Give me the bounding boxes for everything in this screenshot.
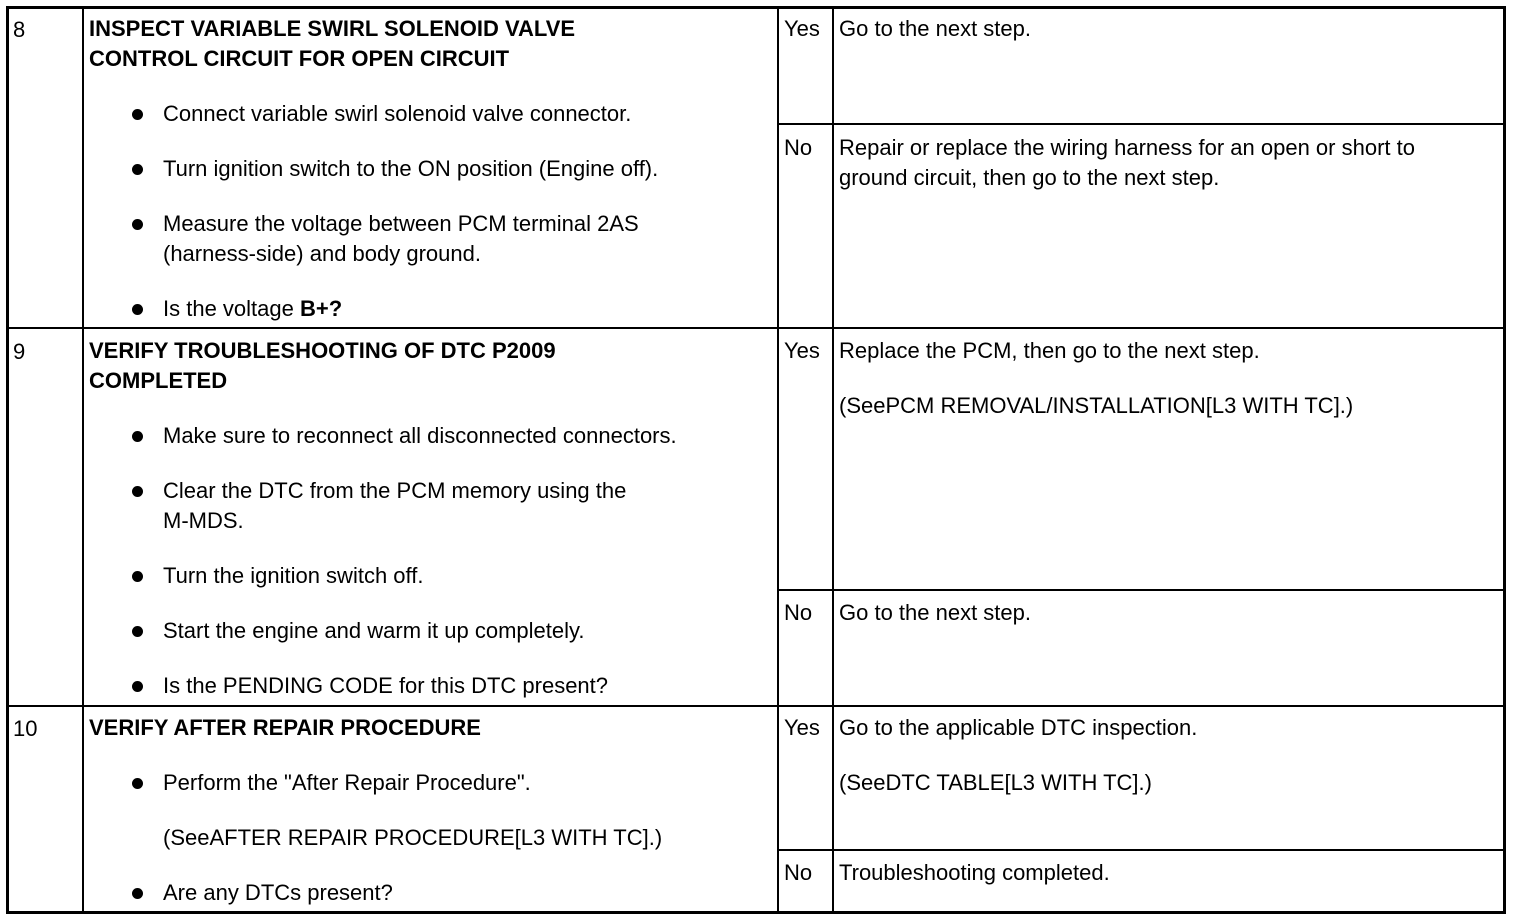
answer-divider (777, 849, 1506, 851)
step-title: INSPECT VARIABLE SWIRL SOLENOID VALVE CONTROL CIRCUIT FOR OPEN CIRCUIT (89, 16, 576, 71)
procedure-item: Connect variable swirl solenoid valve connector. (163, 99, 763, 129)
bullet-icon (132, 219, 143, 230)
yes-label: Yes (784, 715, 820, 740)
no-result: Go to the next step. (839, 600, 1032, 625)
step-title: VERIFY TROUBLESHOOTING OF DTC P2009 COMPLETED (89, 338, 556, 393)
step-title: VERIFY AFTER REPAIR PROCEDURE (89, 715, 481, 740)
procedure-item: Perform the "After Repair Procedure". (163, 768, 763, 798)
bullet-icon (132, 304, 143, 315)
procedure-item: Is the voltage B+? (163, 294, 763, 324)
no-label: No (784, 135, 813, 160)
step-number: 9 (13, 339, 26, 364)
row-divider (6, 705, 1506, 707)
procedure-item: Turn the ignition switch off. (163, 561, 763, 591)
bullet-icon (132, 626, 143, 637)
yes-label: Yes (784, 338, 820, 363)
bullet-icon (132, 571, 143, 582)
step-number: 10 (13, 716, 38, 741)
step-number: 8 (13, 17, 26, 42)
yes-label: Yes (784, 16, 820, 41)
no-label: No (784, 860, 813, 885)
procedure-item: Is the PENDING CODE for this DTC present? (163, 671, 763, 701)
procedure-item: Measure the voltage between PCM terminal 2AS (harness-side) and body ground. (163, 209, 763, 269)
yes-result: Replace the PCM, then go to the next step. (839, 338, 1260, 363)
yes-reference-link[interactable]: (SeePCM REMOVAL/INSTALLATION[L3 WITH TC].) (839, 393, 1354, 418)
procedure-item: Make sure to reconnect all disconnected connectors. (163, 421, 763, 451)
procedure-reference-link[interactable]: (SeeAFTER REPAIR PROCEDURE[L3 WITH TC].) (163, 825, 663, 850)
no-result: Repair or replace the wiring harness for an open or short to ground circuit, then go to the next step. (839, 135, 1415, 190)
column-divider-procedure (777, 6, 779, 914)
procedure-item: Clear the DTC from the PCM memory using the M-MDS. (163, 476, 763, 536)
answer-divider (777, 123, 1506, 125)
column-divider-answer (832, 6, 834, 914)
yes-reference-link[interactable]: (SeeDTC TABLE[L3 WITH TC].) (839, 770, 1152, 795)
bullet-icon (132, 109, 143, 120)
yes-result: Go to the next step. (839, 16, 1032, 41)
no-result: Troubleshooting completed. (839, 860, 1110, 885)
bullet-icon (132, 778, 143, 789)
procedure-item: Turn ignition switch to the ON position (Engine off). (163, 154, 763, 184)
answer-divider (777, 589, 1506, 591)
procedure-item: Start the engine and warm it up completely. (163, 616, 763, 646)
bullet-icon (132, 164, 143, 175)
bullet-icon (132, 431, 143, 442)
column-divider-step (82, 6, 84, 914)
no-label: No (784, 600, 813, 625)
bullet-icon (132, 486, 143, 497)
row-divider (6, 327, 1506, 329)
bullet-icon (132, 888, 143, 899)
bullet-icon (132, 681, 143, 692)
procedure-item: Are any DTCs present? (163, 878, 763, 908)
yes-result: Go to the applicable DTC inspection. (839, 715, 1198, 740)
